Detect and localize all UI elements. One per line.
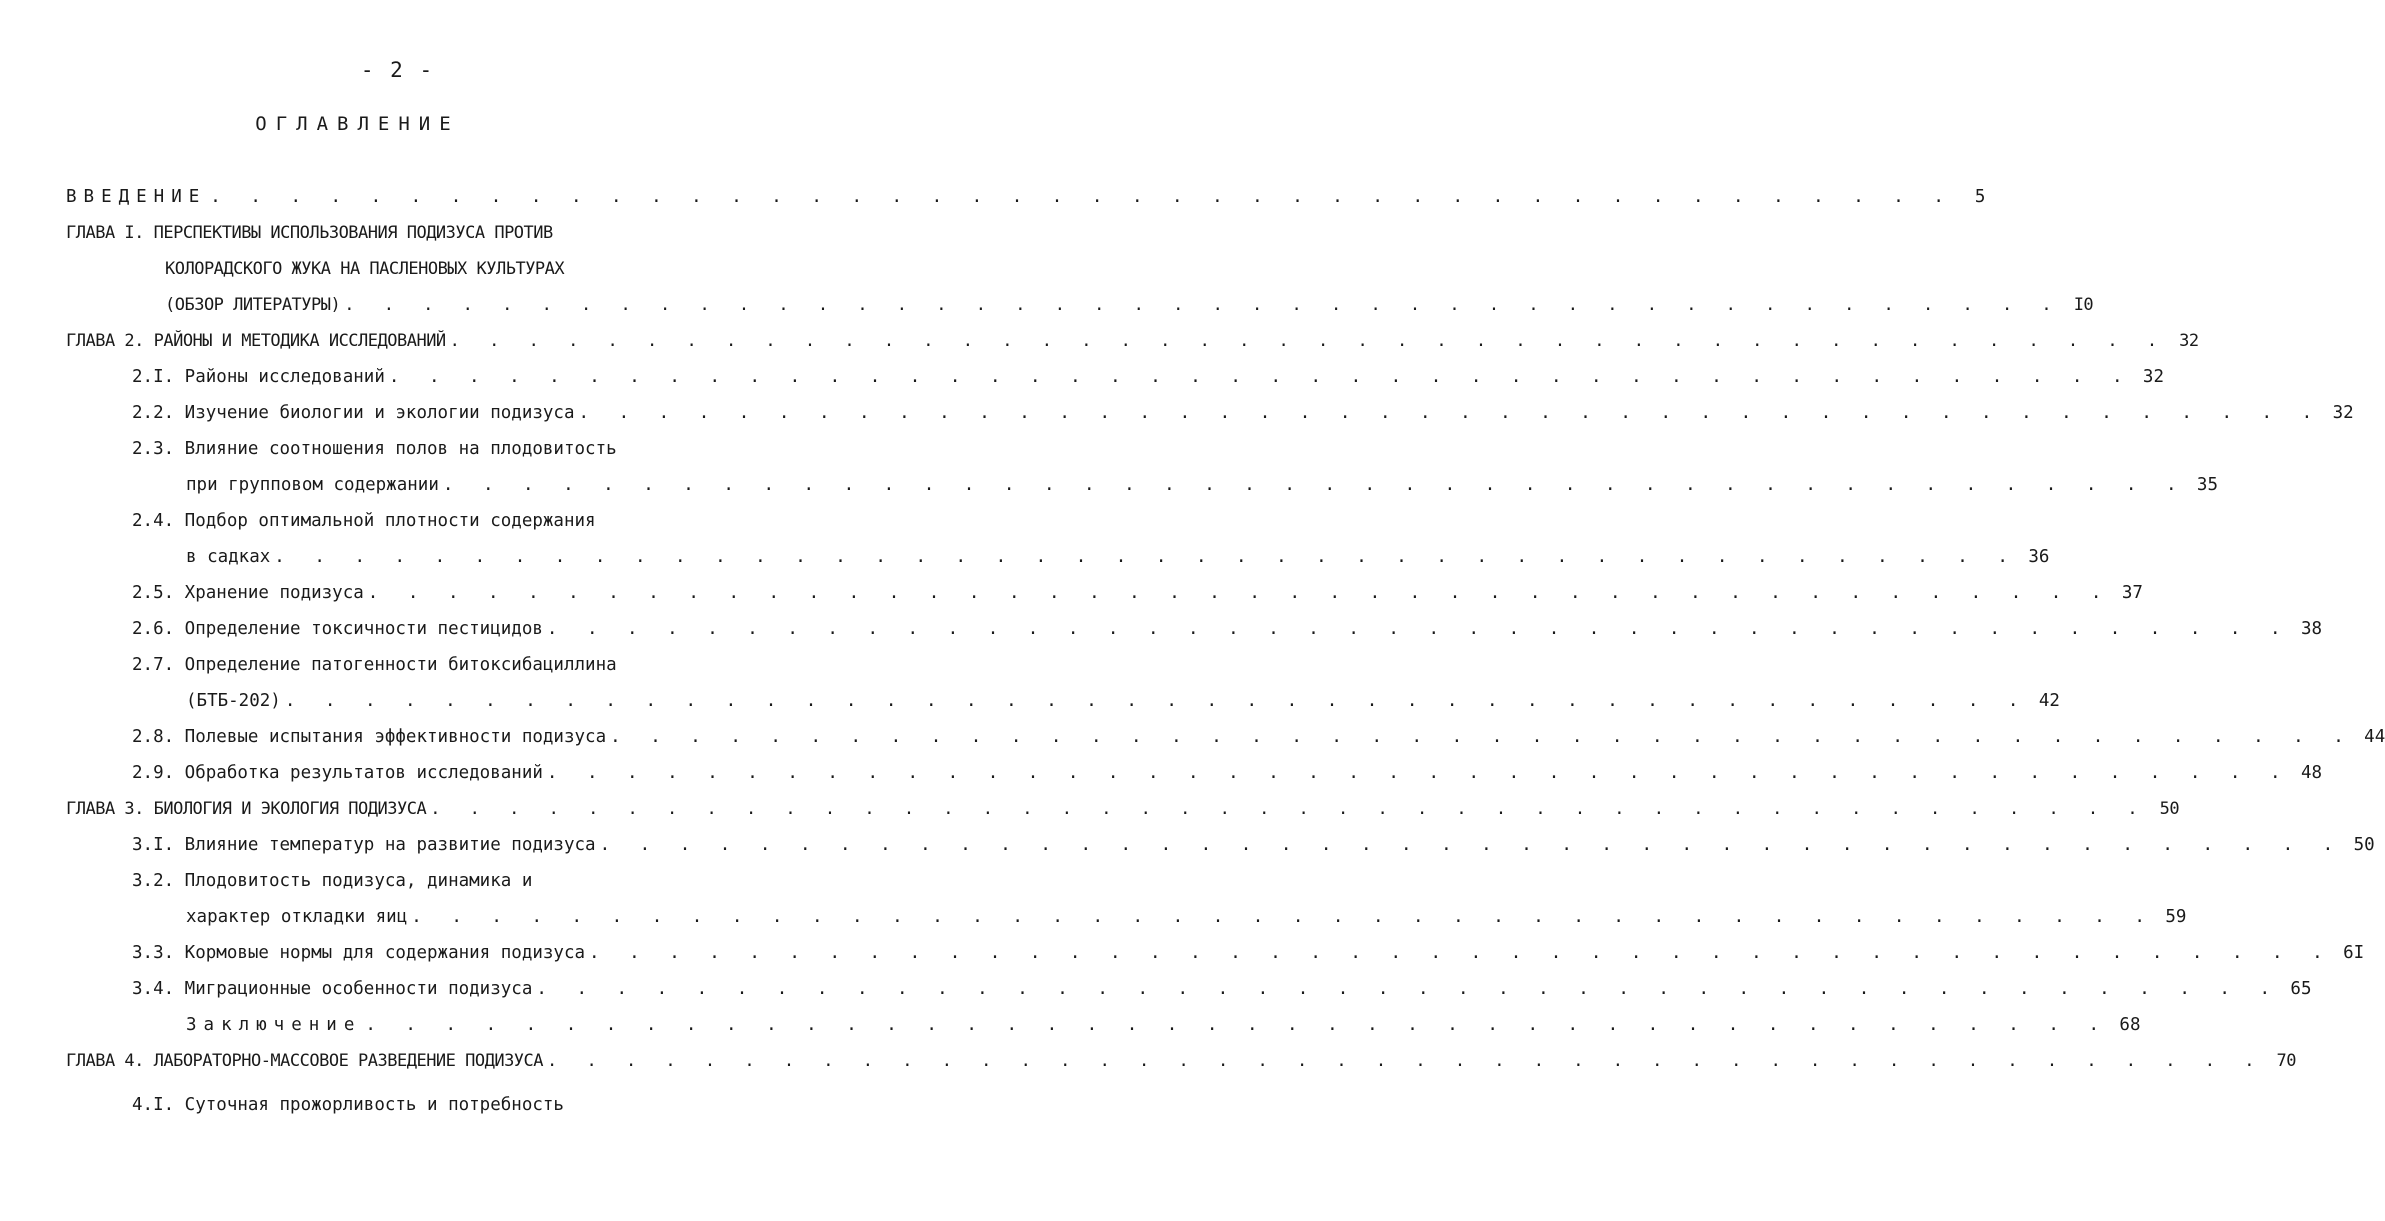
toc-entry: [132, 830, 2375, 860]
toc-entry: [165, 290, 2094, 320]
toc-entry: [132, 362, 2164, 392]
toc-entry: [132, 614, 2323, 644]
toc-entry-text: в садках: [186, 547, 271, 567]
toc-entry-text: ГЛАВА 4. ЛАБОРАТОРНО-МАССОВОЕ РАЗВЕДЕНИЕ ПОДИЗУСА: [66, 1051, 544, 1071]
toc-entry-page: 59: [2165, 907, 2187, 927]
toc-entry-text: 3.4. Миграционные особенности подизуса: [132, 979, 533, 999]
toc-entry-page: 32: [2179, 331, 2199, 351]
dot-leader: . . . . . . . . . . . . . . . . . . . . . . . . . . . . . . . . . . . . . . . . . . . .: [365, 1015, 2109, 1035]
toc-entry-text: 2.9. Обработка результатов исследований: [132, 763, 543, 783]
toc-entry-page: 5: [1974, 187, 1986, 207]
dot-leader: . . . . . . . . . . . . . . . . . . . . . . . . . . . . . . . . . . . . . . . . . . . .: [547, 1051, 2264, 1071]
toc-entry: [132, 398, 2354, 428]
toc-entry: [186, 1010, 2141, 1040]
toc-entry-text: 4.I. Суточная прожорливость и потребность: [132, 1095, 564, 1115]
toc-entry: [132, 758, 2323, 788]
dot-leader: . . . . . . . . . . . . . . . . . . . . . . . . . . . . . . . . . . . . . . . . . . . .: [274, 547, 2018, 567]
dot-leader: . . . . . . . . . . . . . . . . . . . . . . . . . . . . . . . . . . . . . . . . . . . .: [344, 295, 2062, 315]
dot-leader: . . . . . . . . . . . . . . . . . . . . . . . . . . . . . . . . . . . . . . . . . . . .: [284, 691, 2028, 711]
toc-entry-text: ВВЕДЕНИЕ: [66, 187, 207, 207]
toc-entry-page: 6I: [2343, 943, 2365, 963]
toc-entry-page: 32: [2142, 367, 2164, 387]
toc-entry-text: характер откладки яиц: [186, 907, 408, 927]
toc-entry-text: 2.I. Районы исследований: [132, 367, 385, 387]
dot-leader: . . . . . . . . . . . . . . . . . . . . . . . . . . . . . . . . . . . . . . . . . . . .: [536, 979, 2280, 999]
toc-entry-page: 38: [2300, 619, 2323, 639]
toc-entry-page: 36: [2028, 547, 2050, 567]
toc-entry-page: 42: [2038, 691, 2060, 711]
toc-entry-text: 3.3. Кормовые нормы для содержания подизуса: [132, 943, 586, 963]
toc-entry-text: 3.I. Влияние температур на развитие подизуса: [132, 835, 596, 855]
toc-entry-text: ГЛАВА I. ПЕРСПЕКТИВЫ ИСПОЛЬЗОВАНИЯ ПОДИЗУСА ПРОТИВ: [66, 223, 553, 243]
toc-entry-page: 48: [2300, 763, 2323, 783]
toc-entry-page: 50: [2159, 799, 2180, 819]
toc-entry-text: 2.3. Влияние соотношения полов на плодовитость: [132, 439, 617, 459]
dot-leader: . . . . . . . . . . . . . . . . . . . . . . . . . . . . . . . . . . . . . . . . . . . .: [546, 619, 2291, 639]
toc-entry-text: 2.2. Изучение биологии и экологии подизуса: [132, 403, 575, 423]
toc-entry: [132, 506, 692, 536]
toc-entry-text: ГЛАВА 3. БИОЛОГИЯ И ЭКОЛОГИЯ ПОДИЗУСА: [66, 799, 427, 819]
toc-entry-page: 70: [2276, 1051, 2296, 1071]
toc-entry-page: 65: [2290, 979, 2312, 999]
toc-entry-page: 50: [2353, 835, 2375, 855]
toc-entry: [186, 542, 2050, 572]
toc-entry: [66, 1046, 2296, 1076]
toc-entry-page: I0: [2073, 295, 2094, 315]
dot-leader: . . . . . . . . . . . . . . . . . . . . . . . . . . . . . . . . . . . . . . . . . . . .: [210, 187, 1954, 207]
toc-entry: [132, 650, 692, 680]
toc-entry: [132, 722, 2385, 752]
toc-entry: [66, 218, 692, 248]
toc-entry-text: (БТБ-202): [186, 691, 281, 711]
dot-leader: . . . . . . . . . . . . . . . . . . . . . . . . . . . . . . . . . . . . . . . . . . . .: [449, 331, 2167, 351]
toc-entry-text: 2.4. Подбор оптимальной плотности содержания: [132, 511, 596, 531]
toc-entry: [132, 866, 692, 896]
toc-entry-page: 68: [2119, 1015, 2141, 1035]
toc-entry-page: 44: [2364, 727, 2385, 747]
dot-leader: . . . . . . . . . . . . . . . . . . . . . . . . . . . . . . . . . . . . . . . . . . . .: [411, 907, 2155, 927]
toc-entry: [132, 1090, 692, 1120]
toc-entry-page: 32: [2332, 403, 2354, 423]
toc-entry: [186, 470, 2218, 500]
dot-leader: . . . . . . . . . . . . . . . . . . . . . . . . . . . . . . . . . . . . . . . . . . . .: [610, 727, 2354, 747]
toc-entry-text: 3.2. Плодовитость подизуса, динамика и: [132, 871, 533, 891]
toc-entry-text: 2.7. Определение патогенности битоксибациллина: [132, 655, 617, 675]
toc-entry-page: 37: [2121, 583, 2143, 603]
toc-entry: [132, 974, 2312, 1004]
page-number: - 2 -: [360, 58, 435, 82]
toc-title: ОГЛАВЛЕНИЕ: [255, 113, 460, 135]
toc-entry-text: ГЛАВА 2. РАЙОНЫ И МЕТОДИКА ИССЛЕДОВАНИЙ: [66, 331, 446, 351]
toc-entry-text: 2.6. Определение токсичности пестицидов: [132, 619, 543, 639]
dot-leader: . . . . . . . . . . . . . . . . . . . . . . . . . . . . . . . . . . . . . . . . . . . .: [589, 943, 2333, 963]
dot-leader: . . . . . . . . . . . . . . . . . . . . . . . . . . . . . . . . . . . . . . . . . . . .: [578, 403, 2322, 423]
dot-leader: . . . . . . . . . . . . . . . . . . . . . . . . . . . . . . . . . . . . . . . . . . . .: [367, 583, 2111, 603]
toc-entry: [66, 794, 2180, 824]
toc-entry-text: (ОБЗОР ЛИТЕРАТУРЫ): [165, 295, 341, 315]
toc-entry-text: 2.8. Полевые испытания эффективности подизуса: [132, 727, 607, 747]
toc-entry: [66, 182, 1986, 212]
toc-entry: [66, 326, 2199, 356]
toc-entry-page: 35: [2196, 475, 2218, 495]
toc-entry-text: 2.5. Хранение подизуса: [132, 583, 364, 603]
dot-leader: . . . . . . . . . . . . . . . . . . . . . . . . . . . . . . . . . . . . . . . . . . . .: [546, 763, 2291, 783]
toc-entry: [132, 578, 2143, 608]
toc-entry: [132, 938, 2365, 968]
toc-entry-text: Заключение: [186, 1015, 362, 1035]
dot-leader: . . . . . . . . . . . . . . . . . . . . . . . . . . . . . . . . . . . . . . . . . . . .: [388, 367, 2132, 387]
toc-entry-text: при групповом содержании: [186, 475, 439, 495]
dot-leader: . . . . . . . . . . . . . . . . . . . . . . . . . . . . . . . . . . . . . . . . . . . .: [430, 799, 2148, 819]
toc-entry-text: КОЛОРАДСКОГО ЖУКА НА ПАСЛЕНОВЫХ КУЛЬТУРАХ: [165, 259, 565, 279]
toc-entry: [186, 902, 2187, 932]
dot-leader: . . . . . . . . . . . . . . . . . . . . . . . . . . . . . . . . . . . . . . . . . . . .: [599, 835, 2343, 855]
toc-entry: [165, 254, 692, 284]
toc-entry: [186, 686, 2060, 716]
toc-entry: [132, 434, 692, 464]
dot-leader: . . . . . . . . . . . . . . . . . . . . . . . . . . . . . . . . . . . . . . . . . . . .: [442, 475, 2186, 495]
